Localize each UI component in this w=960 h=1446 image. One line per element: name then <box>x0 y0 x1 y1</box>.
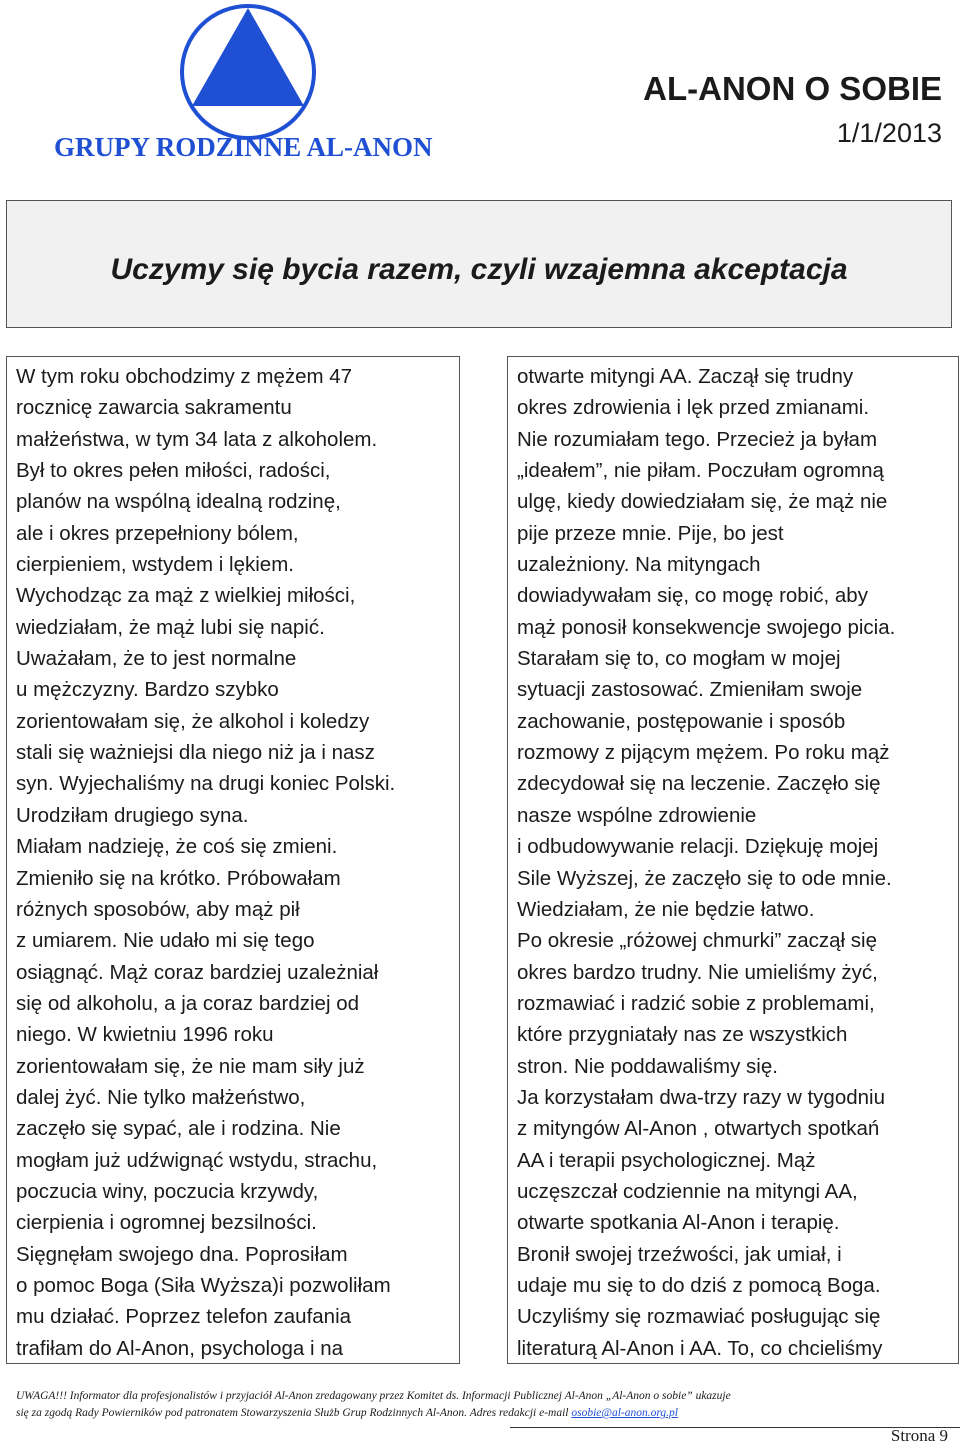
text-line: otwarte mityngi AA. Zaczął się trudny <box>517 365 854 388</box>
text-line: okres bardzo trudny. Nie umieliśmy żyć, <box>517 960 878 984</box>
text-line: Zmieniło się na krótko. Próbowałam <box>16 866 341 890</box>
text-line: Wychodząc za mąż z wielkiej miłości, <box>16 584 356 608</box>
text-line: wiedziałam, że mąż lubi się napić. <box>16 615 325 639</box>
text-line: udaje mu się to do dziś z pomocą Boga. <box>517 1273 881 1297</box>
text-line: zdecydował się na leczenie. Zaczęło się <box>517 772 881 796</box>
text-line: mąż ponosił konsekwencje swojego picia. <box>517 615 896 639</box>
text-line: cierpieniem, wstydem i lękiem. <box>16 553 294 577</box>
text-line: rocznicę zawarcia sakramentu <box>16 396 292 420</box>
text-line: otwarte spotkania Al-Anon i terapię. <box>517 1211 840 1235</box>
text-line: ulgę, kiedy dowiedziałam się, że mąż nie <box>517 490 888 514</box>
text-line: rozmawiać i radzić sobie z problemami, <box>517 991 875 1015</box>
text-line: okres zdrowienia i lęk przed zmianami. <box>517 396 870 420</box>
text-line: Miałam nadzieję, że coś się zmieni. <box>16 835 338 859</box>
text-line: mu działać. Poprzez telefon zaufania <box>16 1305 352 1329</box>
text-line: Urodziłam drugiego syna. <box>16 803 249 827</box>
text-line: które przygniatały nas ze wszystkich <box>517 1023 848 1047</box>
text-line: z umiarem. Nie udało mi się tego <box>16 929 315 953</box>
text-line: ale i okres przepełniony bólem, <box>16 521 299 545</box>
text-line: małżeństwa, w tym 34 lata z alkoholem. <box>16 427 378 451</box>
text-line: Po okresie „różowej chmurki” zaczął się <box>517 929 878 953</box>
text-line: planów na wspólną idealną rodzinę, <box>16 490 341 514</box>
text-line: uzależniony. Na mityngach <box>517 553 761 577</box>
text-line: AA i terapii psychologicznej. Mąż <box>517 1148 816 1172</box>
text-line: stali się ważniejsi dla niego niż ja i nasz <box>16 741 375 765</box>
text-line: z mityngów Al-Anon , otwartych spotkań <box>517 1117 880 1141</box>
al-anon-logo <box>178 2 318 142</box>
text-line: u mężczyzny. Bardzo szybko <box>16 678 279 702</box>
text-line: osiągnąć. Mąż coraz bardziej uzależniał <box>16 960 379 984</box>
text-line: zorientowałam się, że alkohol i koledzy <box>16 709 370 733</box>
text-line: i odbudowywanie relacji. Dziękuję mojej <box>517 835 879 859</box>
text-line: stron. Nie poddawaliśmy się. <box>517 1054 778 1078</box>
footer-notice <box>16 1388 946 1422</box>
footer-email-link[interactable]: osobie@al-anon.org.pl <box>571 1407 678 1419</box>
text-line: Nie rozumiałam tego. Przecież ja byłam <box>517 427 878 451</box>
text-line: dalej żyć. Nie tylko małżeństwo, <box>16 1085 306 1109</box>
text-line: poczucia winy, poczucia krzywdy, <box>16 1179 319 1203</box>
text-line: syn. Wyjechaliśmy na drugi koniec Polski. <box>16 772 396 796</box>
text-line: Był to okres pełen miłości, radości, <box>16 459 331 483</box>
right-text-column <box>507 356 959 1364</box>
text-line: sytuacji zastosować. Zmieniłam swoje <box>517 678 863 702</box>
text-line: zorientowałam się, że nie mam siły już <box>16 1054 365 1078</box>
text-line: się od alkoholu, a ja coraz bardziej od <box>16 991 360 1015</box>
text-line: Uważałam, że to jest normalne <box>16 647 297 671</box>
text-line: pije przeze mnie. Pije, bo jest <box>517 521 784 545</box>
text-line: mogłam już udźwignąć wstydu, strachu, <box>16 1148 378 1172</box>
text-line: różnych sposobów, aby mąż pił <box>16 897 300 921</box>
text-line: trafiłam do Al-Anon, psychologa i na <box>16 1336 344 1360</box>
left-text-column <box>6 356 460 1364</box>
text-line: literaturą Al-Anon i AA. To, co chcieliśmy <box>517 1336 883 1360</box>
text-line: Ja korzystałam dwa-trzy razy w tygodniu <box>517 1085 885 1109</box>
article-title: Uczymy się bycia razem, czyli wzajemna akceptacja <box>110 253 848 286</box>
text-line: o pomoc Boga (Siła Wyższa)i pozwoliłam <box>16 1273 391 1297</box>
footer-line-2-text: się za zgodą Rady Powierników pod patronatem Stowarzyszenia Służb Grup Rodzinnych Al-Anon. Adres redakcji e-mail <box>16 1407 572 1419</box>
text-line: „ideałem”, nie piłam. Poczułam ogromną <box>517 459 884 483</box>
text-line: zaczęło się sypać, ale i rodzina. Nie <box>16 1117 341 1141</box>
issue-title: AL-ANON O SOBIE <box>643 70 942 107</box>
page-number: Strona 9 <box>890 1426 948 1445</box>
text-line: zachowanie, postępowanie i sposób <box>517 709 846 733</box>
text-line: Uczyliśmy się rozmawiać posługując się <box>517 1305 881 1329</box>
text-line: uczęszczał codziennie na mityngi AA, <box>517 1179 858 1203</box>
issue-date: 1/1/2013 <box>836 118 942 148</box>
text-line: nasze wspólne zdrowienie <box>517 803 757 827</box>
text-line: Sięgnęłam swojego dna. Poprosiłam <box>16 1242 348 1266</box>
footer-line-2 <box>16 1405 946 1422</box>
text-line: Sile Wyższej, że zaczęło się to ode mnie. <box>517 866 892 890</box>
org-name: GRUPY RODZINNE AL-ANON <box>54 132 433 162</box>
article-title-box <box>6 200 952 328</box>
text-line: Bronił swojej trzeźwości, jak umiał, i <box>517 1242 842 1266</box>
text-line: cierpienia i ogromnej bezsilności. <box>16 1211 317 1235</box>
text-line: rozmowy z pijącym mężem. Po roku mąż <box>517 741 890 765</box>
text-line: W tym roku obchodzimy z mężem 47 <box>16 365 353 388</box>
text-line: niego. W kwietniu 1996 roku <box>16 1023 274 1047</box>
text-line: dowiadywałam się, co mogę robić, aby <box>517 584 868 608</box>
text-line: Wiedziałam, że nie będzie łatwo. <box>517 897 815 921</box>
text-line: Starałam się to, co mogłam w mojej <box>517 647 841 671</box>
triangle-in-circle-icon <box>178 2 318 142</box>
footer-line-1: UWAGA!!! Informator dla profesjonalistów i przyjaciół Al-Anon zredagowany przez Komitet ds. Informacji Publicznej Al-Anon „Al-Anon o sobie” ukazuje <box>16 1390 731 1402</box>
